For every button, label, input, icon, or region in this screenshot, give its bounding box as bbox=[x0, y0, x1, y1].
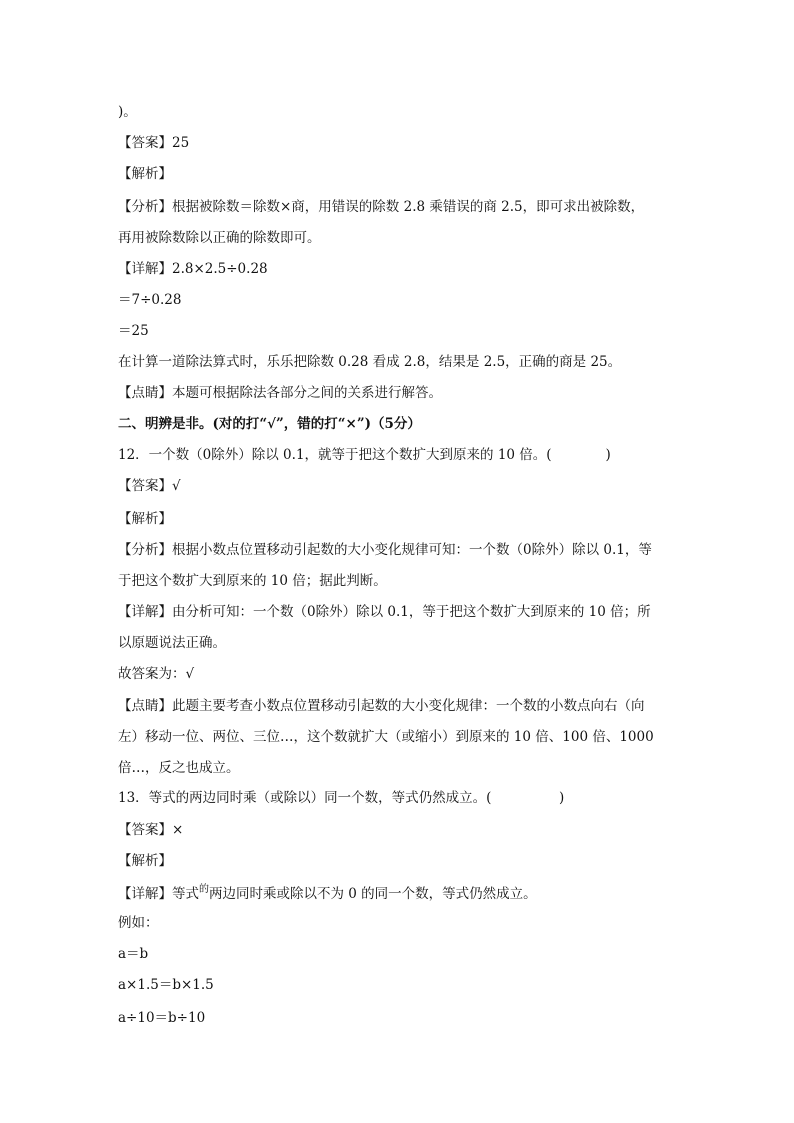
continuation-text: )。 bbox=[118, 104, 137, 120]
remark-line: 左）移动一位、两位、三位…，这个数就扩大（或缩小）到原来的 10 倍、100 倍、1000 bbox=[118, 729, 654, 745]
answer-line: 【答案】25 bbox=[118, 135, 190, 151]
solution-rest-text: 两边同时乘或除以不为 0 的同一个数，等式仍然成立。 bbox=[209, 886, 537, 902]
answer-line: 【答案】√ bbox=[118, 478, 181, 494]
question-13: 13．等式的两边同时乘（或除以）同一个数，等式仍然成立。( ) bbox=[118, 790, 565, 806]
example-equation: a×1.5＝b×1.5 bbox=[118, 977, 214, 993]
remark-line: 倍…，反之也成立。 bbox=[118, 760, 240, 776]
analysis-text-line: 再用被除数除以正确的除数即可。 bbox=[118, 230, 321, 246]
section-heading: 二、明辨是非。(对的打“√”，错的打“×”)（5分） bbox=[118, 416, 421, 432]
remark-line: 【点睛】此题主要考查小数点位置移动引起数的大小变化规律：一个数的小数点向右（向 bbox=[118, 698, 645, 714]
solution-step: ＝25 bbox=[118, 323, 149, 339]
solution-step: ＝7÷0.28 bbox=[118, 292, 182, 308]
solution-label-text: 【详解】等式 bbox=[118, 886, 199, 902]
solution-conclusion: 在计算一道除法算式时，乐乐把除数 0.28 看成 2.8，结果是 2.5，正确的商是 25。 bbox=[118, 354, 622, 370]
solution-line: 以原题说法正确。 bbox=[118, 635, 226, 651]
analysis-heading: 【解析】 bbox=[118, 166, 172, 182]
analysis-text-line: 【分析】根据被除数＝除数×商，用错误的除数 2.8 乘错误的商 2.5，即可求出被除数， bbox=[118, 199, 645, 215]
question-12: 12．一个数（0除外）除以 0.1，就等于把这个数扩大到原来的 10 倍。( ) bbox=[118, 447, 611, 463]
solution-line bbox=[118, 884, 678, 906]
solution-line: 【详解】2.8×2.5÷0.28 bbox=[118, 261, 268, 277]
example-equation: a＝b bbox=[118, 946, 149, 962]
analysis-heading: 【解析】 bbox=[118, 511, 172, 527]
answer-summary: 故答案为：√ bbox=[118, 666, 195, 682]
solution-line: 【详解】由分析可知：一个数（0除外）除以 0.1，等于把这个数扩大到原来的 10 倍；所 bbox=[118, 604, 651, 620]
raised-character: 的 bbox=[199, 884, 209, 895]
example-equation: a÷10＝b÷10 bbox=[118, 1010, 206, 1026]
analysis-text-line: 【分析】根据小数点位置移动引起数的大小变化规律可知：一个数（0除外）除以 0.1，等 bbox=[118, 542, 652, 558]
example-label: 例如： bbox=[118, 915, 159, 931]
answer-line: 【答案】× bbox=[118, 822, 184, 838]
analysis-heading: 【解析】 bbox=[118, 853, 172, 869]
remark-line: 【点睛】本题可根据除法各部分之间的关系进行解答。 bbox=[118, 385, 442, 401]
analysis-text-line: 于把这个数扩大到原来的 10 倍；据此判断。 bbox=[118, 573, 387, 589]
